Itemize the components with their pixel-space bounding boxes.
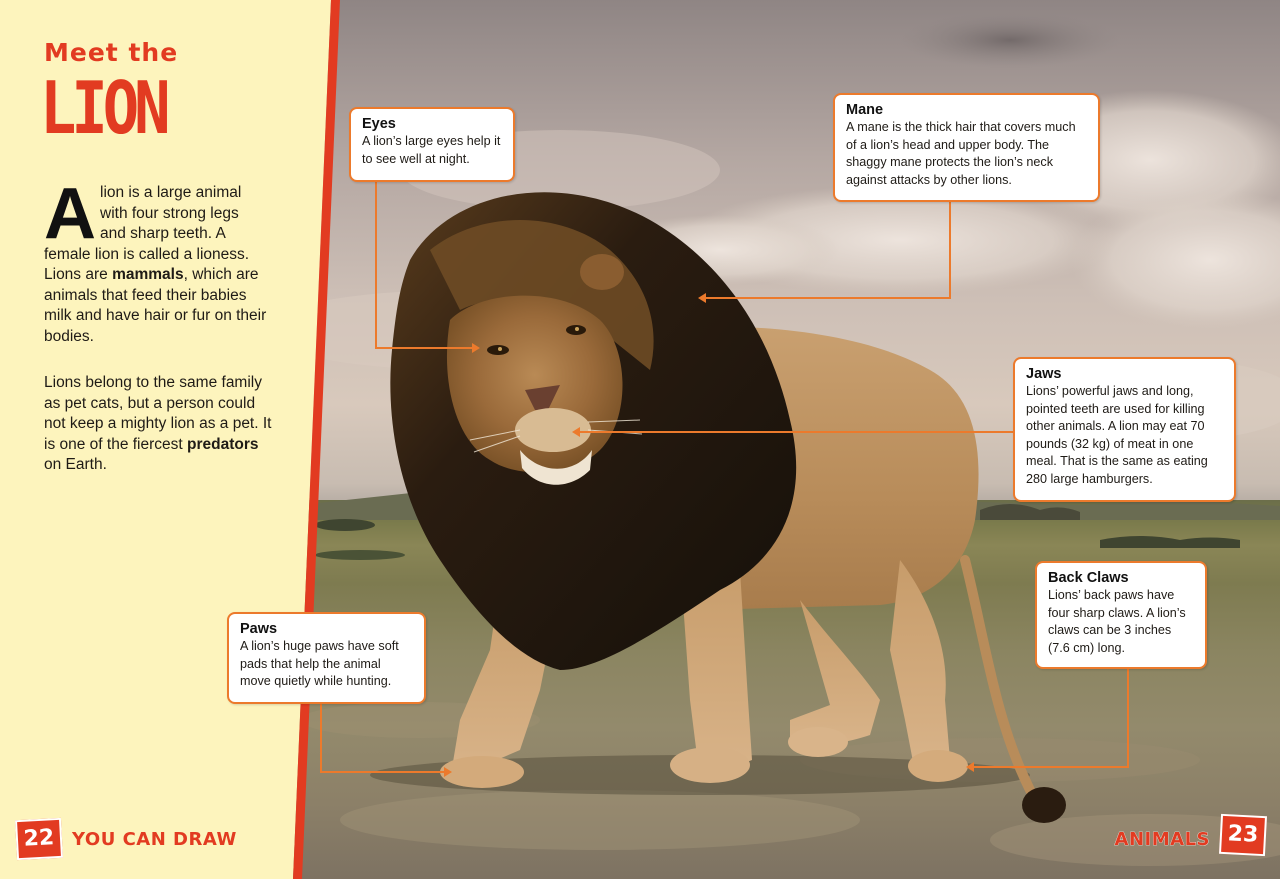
para2-text-2: on Earth. xyxy=(44,456,107,473)
heading-meet-the: Meet the xyxy=(44,38,179,67)
intro-text-1: lion is a large animal with four strong legs and sharp teeth. A female lion is called a lioness. Lions are xyxy=(44,184,250,283)
page-number-right: 23 xyxy=(1219,814,1267,856)
drop-cap: A xyxy=(44,174,96,254)
mane-arrowhead xyxy=(698,293,706,303)
back-claws-leader xyxy=(972,668,1128,767)
callout-eyes xyxy=(349,107,515,182)
eyes-leader xyxy=(376,181,474,348)
callout-mane-title: Mane xyxy=(846,102,884,118)
jaws-arrowhead xyxy=(572,427,580,437)
intro-bold-mammals: mammals xyxy=(112,266,184,283)
footer-label-animals: ANIMALS xyxy=(1114,829,1210,850)
para2-text-1: Lions belong to the same family as pet cats, but a person could not keep a mighty lion as a pet. It is one of the fiercest xyxy=(44,374,272,453)
callout-back-claws-body: Lions’ back paws have four sharp claws. A lion’s claws can be 3 inches (7.6 cm) long. xyxy=(1048,588,1186,655)
back-claws-arrowhead xyxy=(966,762,974,772)
callout-paws xyxy=(227,612,426,704)
paws-arrowhead xyxy=(444,767,452,777)
footer-label-you-can-draw: YOU CAN DRAW xyxy=(72,829,237,850)
callout-jaws xyxy=(1013,357,1236,502)
callout-paws-title: Paws xyxy=(240,621,278,637)
callout-mane-body: A mane is the thick hair that covers much of a lion’s head and upper body. The shaggy mane protects the lion’s neck against attacks by other lions. xyxy=(846,120,1076,187)
callout-back-claws-title: Back Claws xyxy=(1048,570,1129,586)
para2-bold-predators: predators xyxy=(187,435,259,453)
eyes-arrowhead xyxy=(472,343,480,353)
page-number-left: 22 xyxy=(15,818,63,860)
callout-mane xyxy=(833,93,1100,202)
callout-eyes-title: Eyes xyxy=(362,116,396,132)
intro-text-2: , which are animals that feed their babies milk and have hair or fur on their bodies. xyxy=(44,266,267,345)
heading-lion: LION xyxy=(40,66,166,150)
mane-leader xyxy=(704,201,950,298)
paws-leader xyxy=(321,703,446,772)
callout-eyes-body: A lion’s large eyes help it to see well at night. xyxy=(362,134,501,166)
callout-jaws-body: Lions’ powerful jaws and long, pointed teeth are used for killing other animals. A lion may eat 70 pounds (32 kg) of meat in one meal. That is the same as eating 280 large hamburgers. xyxy=(1026,384,1208,486)
callout-paws-body: A lion’s huge paws have soft pads that help the animal move quietly while hunting. xyxy=(240,639,399,688)
callout-jaws-title: Jaws xyxy=(1026,366,1062,382)
callout-back-claws xyxy=(1035,561,1207,669)
